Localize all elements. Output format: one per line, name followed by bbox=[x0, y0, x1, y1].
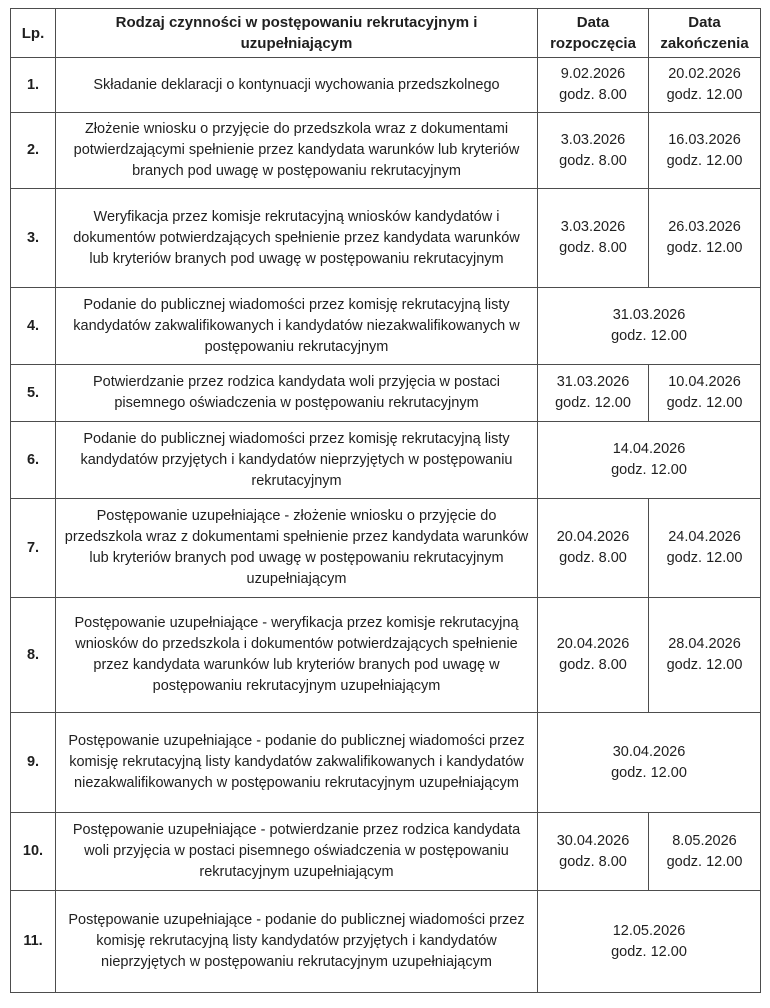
header-row bbox=[11, 9, 761, 58]
activity-cell: Potwierdzanie przez rodzica kandydata woli przyjęcia w postaci pisemnego oświadczenia w postępowaniu rekrutacyjnym bbox=[56, 365, 538, 422]
document-page bbox=[0, 8, 770, 1008]
table-row bbox=[11, 58, 761, 113]
start-date-cell bbox=[538, 58, 649, 113]
date-value: 31.03.2026 bbox=[556, 374, 630, 390]
header-start-date: Data rozpoczęcia bbox=[538, 9, 649, 58]
date-value: 28.04.2026 bbox=[668, 636, 741, 652]
start-date-cell bbox=[538, 499, 649, 598]
row-number: 10. bbox=[11, 813, 56, 891]
row-number: 9. bbox=[11, 713, 56, 813]
activity-cell: Podanie do publicznej wiadomości przez komisję rekrutacyjną listy kandydatów zakwalifikowanych i kandydatów niezakwalifikowanych w postępowaniu rekrutacyjnym bbox=[56, 288, 538, 365]
row-number: 3. bbox=[11, 189, 56, 288]
row-number: 4. bbox=[11, 288, 56, 365]
table-row bbox=[11, 598, 761, 713]
row-number: 5. bbox=[11, 365, 56, 422]
table-header bbox=[11, 9, 761, 58]
start-date-cell bbox=[538, 813, 649, 891]
time-value: godz. 8.00 bbox=[559, 853, 627, 870]
row-number: 6. bbox=[11, 422, 56, 499]
time-value: godz. 8.00 bbox=[559, 657, 627, 673]
table-row bbox=[11, 189, 761, 288]
date-value: 10.04.2026 bbox=[668, 374, 741, 390]
end-date-cell bbox=[649, 813, 761, 891]
date-value: 3.03.2026 bbox=[560, 219, 626, 235]
row-number: 11. bbox=[11, 891, 56, 993]
time-value: godz. 12.00 bbox=[611, 943, 687, 960]
time-value: godz. 12.00 bbox=[555, 395, 631, 411]
recruitment-schedule-table bbox=[10, 8, 761, 993]
end-date-cell bbox=[649, 189, 761, 288]
header-activity: Rodzaj czynności w postępowaniu rekrutacyjnym i uzupełniającym bbox=[56, 9, 538, 58]
merged-date-cell bbox=[538, 288, 761, 365]
start-date-cell bbox=[538, 189, 649, 288]
time-value: godz. 12.00 bbox=[666, 657, 743, 673]
table-body bbox=[11, 58, 761, 993]
time-value: godz. 8.00 bbox=[559, 550, 627, 566]
date-value: 24.04.2026 bbox=[668, 529, 741, 545]
date-value: 30.04.2026 bbox=[556, 832, 630, 849]
start-date-cell bbox=[538, 113, 649, 189]
activity-cell: Podanie do publicznej wiadomości przez komisję rekrutacyjną listy kandydatów przyjętych i kandydatów nieprzyjętych w postępowaniu rekrutacyjnym bbox=[56, 422, 538, 499]
time-value: godz. 8.00 bbox=[559, 240, 627, 256]
time-value: godz. 12.00 bbox=[666, 240, 743, 256]
row-number: 7. bbox=[11, 499, 56, 598]
table-row bbox=[11, 891, 761, 993]
end-date-cell bbox=[649, 113, 761, 189]
time-value: godz. 12.00 bbox=[611, 328, 687, 344]
date-value: 14.04.2026 bbox=[612, 441, 686, 457]
time-value: godz. 12.00 bbox=[666, 87, 743, 103]
table-row bbox=[11, 365, 761, 422]
time-value: godz. 12.00 bbox=[666, 395, 743, 411]
row-number: 8. bbox=[11, 598, 56, 713]
date-value: 20.02.2026 bbox=[668, 66, 741, 82]
date-value: 26.03.2026 bbox=[668, 219, 741, 235]
date-value: 16.03.2026 bbox=[668, 131, 741, 148]
activity-cell: Postępowanie uzupełniające - weryfikacja przez komisje rekrutacyjną wniosków do przedszkola i dokumentów potwierdzających spełnienie przez kandydata warunków lub kryteriów branych pod uwagę w postępowaniu rekrutacyjnym uzupełniającym bbox=[56, 598, 538, 713]
date-value: 31.03.2026 bbox=[612, 307, 686, 323]
table-row bbox=[11, 288, 761, 365]
activity-cell: Składanie deklaracji o kontynuacji wychowania przedszkolnego bbox=[56, 58, 538, 113]
table-row bbox=[11, 499, 761, 598]
time-value: godz. 12.00 bbox=[666, 853, 743, 870]
time-value: godz. 12.00 bbox=[611, 462, 687, 478]
time-value: godz. 12.00 bbox=[666, 550, 743, 566]
time-value: godz. 8.00 bbox=[559, 152, 627, 169]
merged-date-cell bbox=[538, 422, 761, 499]
start-date-cell bbox=[538, 365, 649, 422]
time-value: godz. 12.00 bbox=[611, 764, 687, 781]
time-value: godz. 8.00 bbox=[559, 87, 627, 103]
date-value: 12.05.2026 bbox=[612, 922, 686, 939]
merged-date-cell bbox=[538, 713, 761, 813]
date-value: 3.03.2026 bbox=[560, 131, 626, 148]
activity-cell: Postępowanie uzupełniające - podanie do publicznej wiadomości przez komisję rekrutacyjną listy kandydatów zakwalifikowanych i kandydatów niezakwalifikowanych w postępowaniu rekrutacyjnym uzupełniającym bbox=[56, 713, 538, 813]
table-row bbox=[11, 422, 761, 499]
time-value: godz. 12.00 bbox=[666, 152, 743, 169]
end-date-cell bbox=[649, 365, 761, 422]
activity-cell: Weryfikacja przez komisje rekrutacyjną wniosków kandydatów i dokumentów potwierdzających spełnienie przez kandydata warunków lub kryteriów branych pod uwagę w postępowaniu rekrutacyjnym bbox=[56, 189, 538, 288]
merged-date-cell bbox=[538, 891, 761, 993]
date-value: 20.04.2026 bbox=[556, 529, 630, 545]
date-value: 9.02.2026 bbox=[560, 66, 626, 82]
start-date-cell bbox=[538, 598, 649, 713]
header-lp: Lp. bbox=[11, 9, 56, 58]
table-row bbox=[11, 813, 761, 891]
date-value: 20.04.2026 bbox=[556, 636, 630, 652]
end-date-cell bbox=[649, 58, 761, 113]
row-number: 2. bbox=[11, 113, 56, 189]
activity-cell: Postępowanie uzupełniające - potwierdzanie przez rodzica kandydata woli przyjęcia w postaci pisemnego oświadczenia w postępowaniu rekrutacyjnym uzupełniającym bbox=[56, 813, 538, 891]
end-date-cell bbox=[649, 499, 761, 598]
date-value: 30.04.2026 bbox=[612, 743, 686, 760]
end-date-cell bbox=[649, 598, 761, 713]
row-number: 1. bbox=[11, 58, 56, 113]
header-end-date: Data zakończenia bbox=[649, 9, 761, 58]
activity-cell: Złożenie wniosku o przyjęcie do przedszkola wraz z dokumentami potwierdzającymi spełnienie przez kandydata warunków lub kryteriów branych pod uwagę w postępowaniu rekrutacyjnym bbox=[56, 113, 538, 189]
date-value: 8.05.2026 bbox=[672, 832, 737, 849]
activity-cell: Postępowanie uzupełniające - złożenie wniosku o przyjęcie do przedszkola wraz z dokumentami spełnienie przez kandydata warunków lub kryteriów branych pod uwagę w postępowaniu rekrutacyjnym uzupełniającym bbox=[56, 499, 538, 598]
table-row bbox=[11, 713, 761, 813]
activity-cell: Postępowanie uzupełniające - podanie do publicznej wiadomości przez komisję rekrutacyjną listy kandydatów przyjętych i kandydatów nieprzyjętych w postępowaniu rekrutacyjnym uzupełniającym bbox=[56, 891, 538, 993]
table-row bbox=[11, 113, 761, 189]
